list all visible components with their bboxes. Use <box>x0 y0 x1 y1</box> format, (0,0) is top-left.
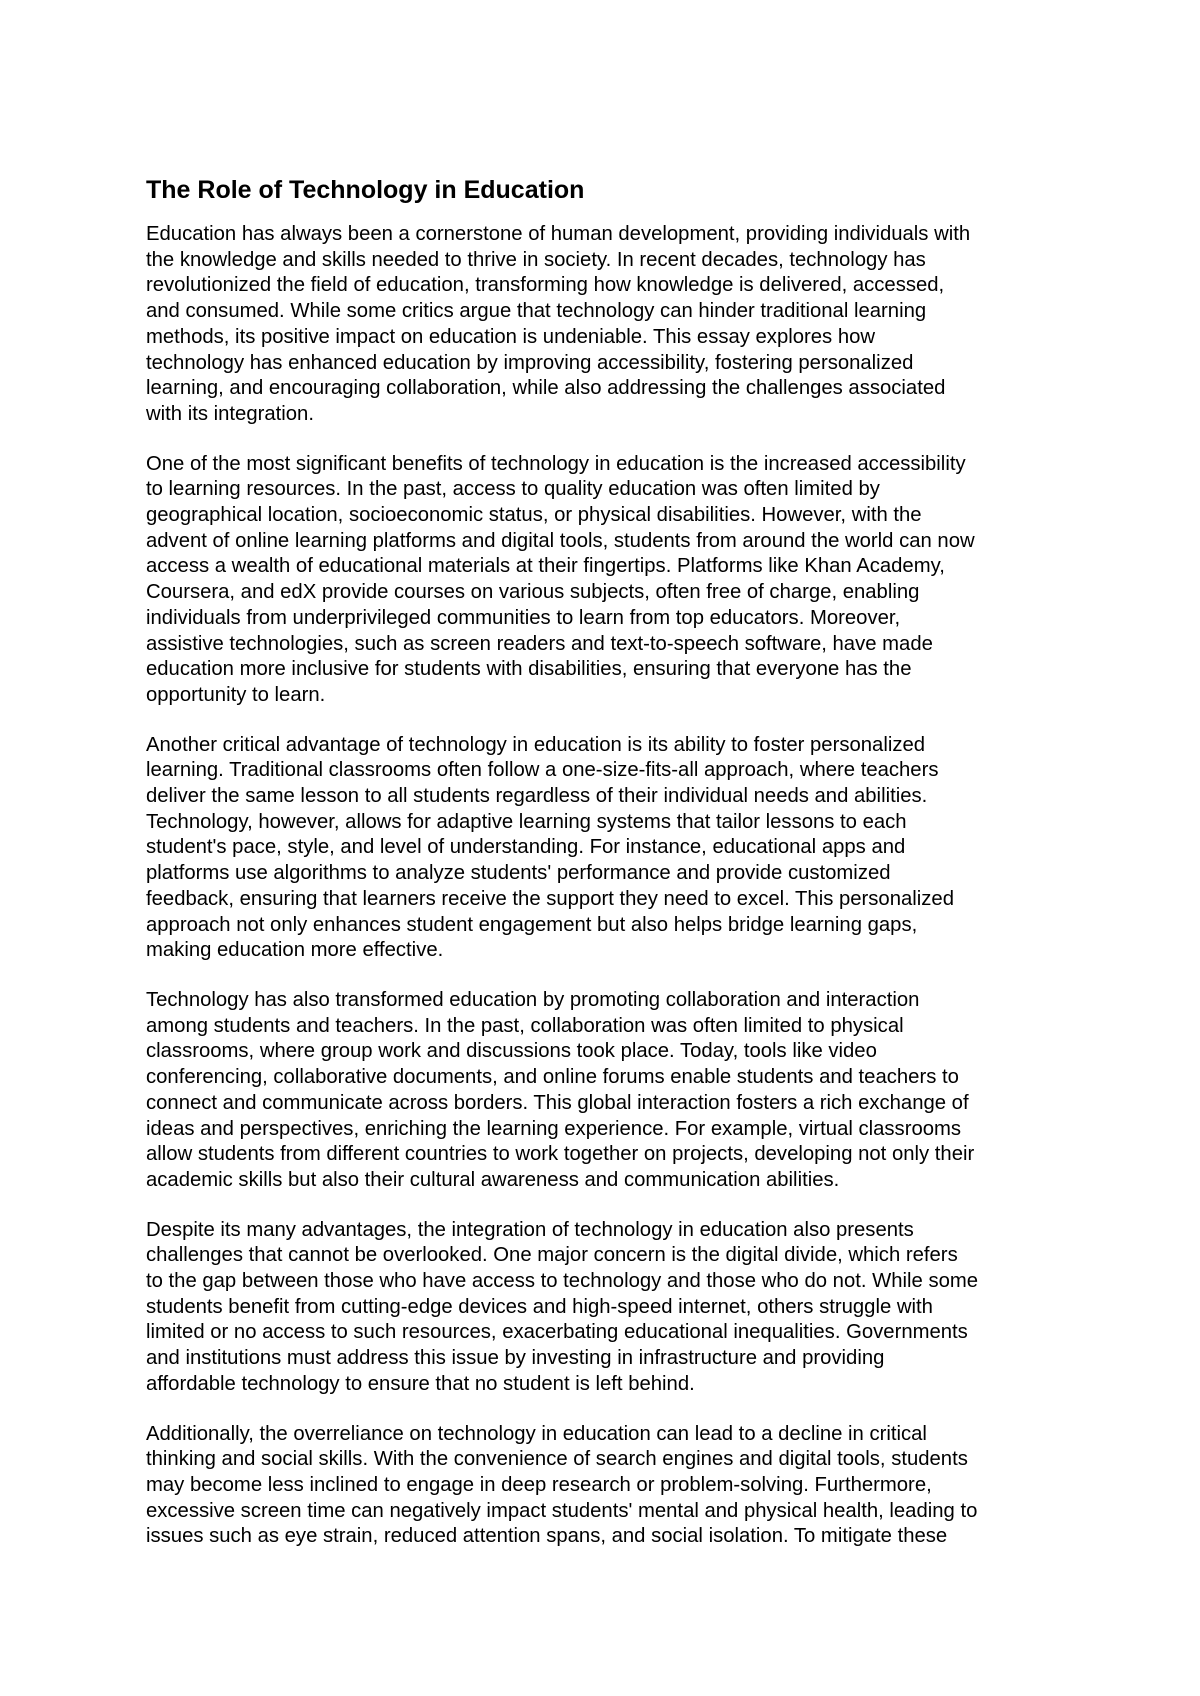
paragraph-line: technology has enhanced education by improving accessibility, fostering personalized <box>146 351 914 374</box>
paragraph-6 <box>146 1422 1076 1551</box>
paragraph-2 <box>146 452 1076 709</box>
paragraph-line: access a wealth of educational materials at their fingertips. Platforms like Khan Academy, <box>146 555 945 578</box>
paragraph-line: affordable technology to ensure that no student is left behind. <box>146 1372 695 1395</box>
paragraph-line: Additionally, the overreliance on technology in education can lead to a decline in critical <box>146 1422 927 1445</box>
paragraph-line: limited or no access to such resources, exacerbating educational inequalities. Governments <box>146 1321 968 1344</box>
paragraph-line: issues such as eye strain, reduced attention spans, and social isolation. To mitigate these <box>146 1525 948 1548</box>
paragraph-line: methods, its positive impact on education is undeniable. This essay explores how <box>146 325 876 348</box>
paragraph-line: students benefit from cutting-edge devices and high-speed internet, others struggle with <box>146 1295 933 1318</box>
paragraph-line: platforms use algorithms to analyze students' performance and provide customized <box>146 862 891 885</box>
paragraph-line: education more inclusive for students with disabilities, ensuring that everyone has the <box>146 658 912 681</box>
paragraph-line: learning. Traditional classrooms often follow a one-size-fits-all approach, where teachers <box>146 759 939 782</box>
paragraph-line: making education more effective. <box>146 939 444 962</box>
paragraph-line: assistive technologies, such as screen readers and text-to-speech software, have made <box>146 632 933 655</box>
paragraph-line: Coursera, and edX provide courses on various subjects, often free of charge, enabling <box>146 581 920 604</box>
paragraph-line: Technology has also transformed education by promoting collaboration and interaction <box>146 988 920 1011</box>
paragraph-line: opportunity to learn. <box>146 683 326 706</box>
paragraph-line: and consumed. While some critics argue that technology can hinder traditional learning <box>146 300 927 323</box>
paragraph-line: advent of online learning platforms and digital tools, students from around the world can now <box>146 529 975 552</box>
document-title: The Role of Technology in Education <box>146 176 585 204</box>
paragraph-line: may become less inclined to engage in deep research or problem-solving. Furthermore, <box>146 1473 932 1496</box>
paragraph-line: thinking and social skills. With the convenience of search engines and digital tools, students <box>146 1448 968 1471</box>
paragraph-line: geographical location, socioeconomic status, or physical disabilities. However, with the <box>146 504 922 527</box>
paragraph-line: student's pace, style, and level of understanding. For instance, educational apps and <box>146 836 906 859</box>
paragraph-line: Education has always been a cornerstone of human development, providing individuals with <box>146 223 971 245</box>
paragraph-line: the knowledge and skills needed to thrive in society. In recent decades, technology has <box>146 248 926 271</box>
paragraph-line: Another critical advantage of technology in education is its ability to foster personalized <box>146 733 926 756</box>
document-body <box>146 222 1076 1550</box>
paragraph-line: and institutions must address this issue by investing in infrastructure and providing <box>146 1347 885 1370</box>
paragraph-line: connect and communicate across borders. This global interaction fosters a rich exchange of <box>146 1091 969 1114</box>
paragraph-line: approach not only enhances student engagement but also helps bridge learning gaps, <box>146 913 918 936</box>
paragraph-line: excessive screen time can negatively impact students' mental and physical health, leading to <box>146 1499 978 1522</box>
paragraph-line: individuals from underprivileged communities to learn from top educators. Moreover, <box>146 606 901 629</box>
paragraph-line: One of the most significant benefits of technology in education is the increased accessibility <box>146 452 966 475</box>
paragraph-line: academic skills but also their cultural awareness and communication abilities. <box>146 1168 840 1191</box>
paragraph-line: Technology, however, allows for adaptive learning systems that tailor lessons to each <box>146 810 907 833</box>
paragraph-line: learning, and encouraging collaboration, while also addressing the challenges associated <box>146 377 946 400</box>
paragraph-line: conferencing, collaborative documents, and online forums enable students and teachers to <box>146 1066 959 1089</box>
paragraph-line: challenges that cannot be overlooked. One major concern is the digital divide, which refers <box>146 1244 958 1267</box>
paragraph-line: classrooms, where group work and discussions took place. Today, tools like video <box>146 1040 877 1063</box>
paragraph-line: deliver the same lesson to all students regardless of their individual needs and abilities. <box>146 785 928 808</box>
paragraph-4 <box>146 988 1076 1194</box>
paragraph-line: among students and teachers. In the past, collaboration was often limited to physical <box>146 1014 904 1037</box>
paragraph-line: to learning resources. In the past, access to quality education was often limited by <box>146 478 880 501</box>
paragraph-line: Despite its many advantages, the integration of technology in education also presents <box>146 1218 914 1241</box>
paragraph-line: to the gap between those who have access to technology and those who do not. While some <box>146 1270 979 1293</box>
paragraph-5 <box>146 1218 1076 1398</box>
paragraph-3 <box>146 733 1076 964</box>
paragraph-1 <box>146 222 1076 428</box>
paragraph-line: ideas and perspectives, enriching the learning experience. For example, virtual classrooms <box>146 1117 962 1140</box>
document-page <box>146 172 1076 1574</box>
paragraph-line: revolutionized the field of education, transforming how knowledge is delivered, accessed, <box>146 274 945 297</box>
paragraph-line: feedback, ensuring that learners receive the support they need to excel. This personalized <box>146 887 954 910</box>
paragraph-line: allow students from different countries to work together on projects, developing not only their <box>146 1143 975 1166</box>
paragraph-line: with its integration. <box>146 402 314 425</box>
